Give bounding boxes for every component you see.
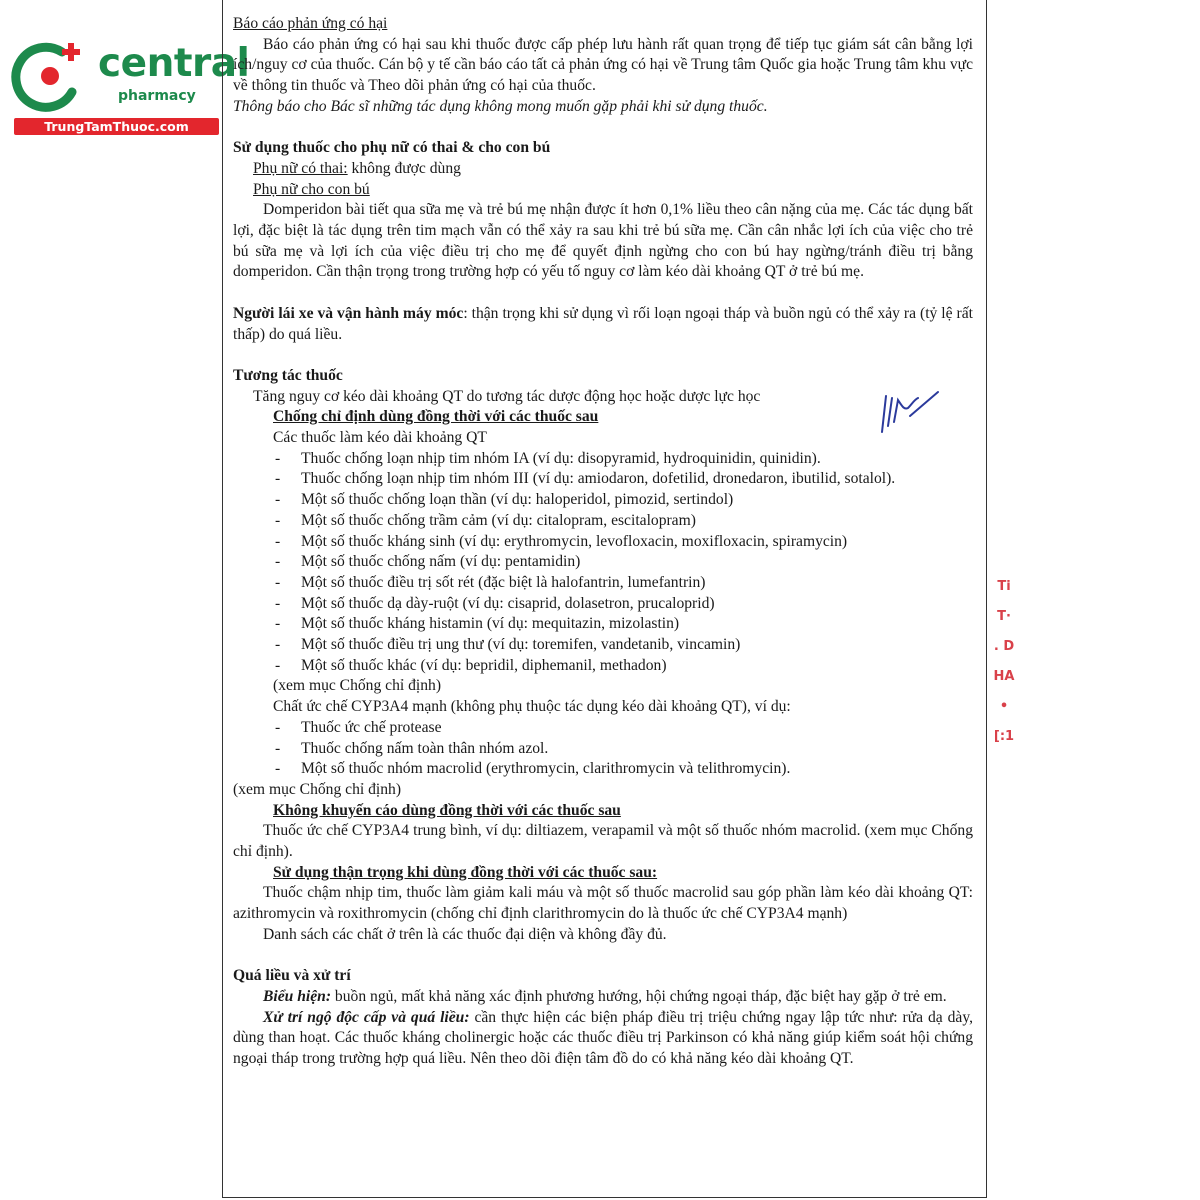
list-item: - Một số thuốc điều trị sốt rét (đặc biệt là halofantrin, lumefantrin): [233, 573, 973, 594]
overdose-signs-label: Biểu hiện:: [263, 987, 332, 1005]
overdose-heading: Quá liều và xử trí: [233, 967, 351, 985]
report-body: Báo cáo phản ứng có hại sau khi thuốc được cấp phép lưu hành rất quan trọng để tiếp tục giám sát cân bằng lợi ích/nguy cơ của thuốc. Cán bộ y tế cần báo cáo tất cả phản ứng có hại về Trung tâm Quốc gia hoặc Trung tâm khu vực về thông tin thuốc và Theo dõi phản ứng có hại của thuốc.: [233, 35, 973, 95]
overdose-treatment-label: Xử trí ngộ độc cấp và quá liều:: [263, 1008, 470, 1026]
lactation-body: Domperidon bài tiết qua sữa mẹ và trẻ bú mẹ nhận được ít hơn 0,1% liều theo cân nặng của mẹ. Các tác dụng bất lợi, đặc biệt là tác dụng trên tim mạch vẫn có thể xảy ra sau khi trẻ bú sữa mẹ. Cần cân nhắc lợi ích của việc cho trẻ bú sữa mẹ và lợi ích của việc điều trị cho mẹ để quyết định ngừng cho con bú hay ngừng/tránh điều trị bằng domperidon. Cần thận trọng trong trường hợp có yếu tố nguy cơ làm kéo dài khoảng QT ở trẻ bú mẹ.: [233, 201, 973, 281]
overdose-treatment-body: cần thực hiện các biện pháp điều trị triệu chứng ngay lập tức như: rửa dạ dày, dùng than hoạt. Các thuốc kháng cholinergic hoặc các thuốc điều trị Parkinson có khả năng giúp kiểm soát hội chứng ngoại tháp trong trường hợp quá liều. Nên theo dõi điện tâm đồ do có khả năng kéo dài khoảng QT.: [233, 1008, 973, 1068]
stamp-text: •: [999, 699, 1009, 714]
not-recommended-body: Thuốc ức chế CYP3A4 trung bình, ví dụ: diltiazem, verapamil và một số thuốc nhóm macrolid. (xem mục Chống chỉ định).: [233, 822, 973, 861]
pregnancy-heading: Sử dụng thuốc cho phụ nữ có thai & cho con bú: [233, 139, 551, 157]
cyp-intro: Chất ức chế CYP3A4 mạnh (không phụ thuộc tác dụng kéo dài khoảng QT), ví dụ:: [273, 698, 791, 716]
list-note: Danh sách các chất ở trên là các thuốc đại diện và không đầy đủ.: [263, 925, 667, 943]
caution-heading: Sử dụng thận trọng khi dùng đồng thời với các thuốc sau:: [273, 863, 658, 881]
stamp-text: HA: [993, 669, 1015, 684]
stamp-text: Ті: [997, 579, 1011, 594]
brand-sub: pharmacy: [118, 88, 196, 104]
overdose-treatment: [233, 1008, 973, 1070]
pregnancy-line: [253, 159, 973, 180]
overdose-signs: [233, 987, 973, 1008]
qt-drug-list: [233, 449, 973, 677]
list-item: - Một số thuốc chống loạn thần (ví dụ: haloperidol, pimozid, sertindol): [233, 490, 973, 511]
document-content: [233, 14, 973, 1070]
see-contraindication: (xem mục Chống chỉ định): [273, 677, 442, 695]
signature-icon: [876, 386, 942, 438]
list-item: - Một số thuốc kháng histamin (ví dụ: mequitazin, mizolastin): [233, 614, 973, 635]
central-pharmacy-logo-icon: [10, 38, 94, 114]
not-recommended-heading: Không khuyến cáo dùng đồng thời với các thuốc sau: [273, 801, 621, 819]
list-item: - Một số thuốc chống trầm cảm (ví dụ: citalopram, escitalopram): [233, 511, 973, 532]
interaction-heading: Tương tác thuốc: [233, 366, 343, 384]
list-item: - Thuốc chống loạn nhịp tim nhóm IA (ví dụ: disopyramid, hydroquinidin, quinidin).: [233, 449, 973, 470]
list-item: - Thuốc chống loạn nhịp tim nhóm III (ví dụ: amiodaron, dofetilid, dronedaron, ibutilid, sotalol).: [233, 469, 973, 490]
report-note: Thông báo cho Bác sĩ những tác dụng không mong muốn gặp phải khi sử dụng thuốc.: [233, 97, 768, 115]
list-item: - Một số thuốc nhóm macrolid (erythromycin, clarithromycin và telithromycin).: [233, 759, 973, 780]
brand-name: central: [98, 41, 250, 86]
interaction-intro: Tăng nguy cơ kéo dài khoảng QT do tương tác dược động học hoặc dược lực học: [253, 387, 761, 405]
pregnancy-value: không được dùng: [347, 159, 461, 177]
pregnancy-label: Phụ nữ có thai:: [253, 159, 348, 177]
list-item: - Thuốc chống nấm toàn thân nhóm azol.: [233, 739, 973, 760]
list-item: - Một số thuốc dạ dày-ruột (ví dụ: cisaprid, dolasetron, prucaloprid): [233, 594, 973, 615]
brand-logo: [10, 38, 250, 138]
report-heading: Báo cáo phản ứng có hại: [233, 15, 388, 32]
list-item: - Một số thuốc điều trị ung thư (ví dụ: toremifen, vandetanib, vincamin): [233, 635, 973, 656]
list-item: - Một số thuốc khác (ví dụ: bepridil, diphemanil, methadon): [233, 656, 973, 677]
driver-body: : thận trọng khi sử dụng vì rối loạn ngoại tháp và buồn ngủ có thể xảy ra (tỷ lệ rất thấp) do quá liều.: [233, 304, 973, 343]
stamp-text: [:1: [993, 729, 1015, 744]
driver-label: Người lái xe và vận hành máy móc: [233, 304, 464, 322]
overdose-signs-body: buồn ngủ, mất khả năng xác định phương hướng, hội chứng ngoại tháp, đặc biệt hay gặp ở trẻ em.: [331, 987, 947, 1005]
stamp-text: . D: [993, 639, 1015, 654]
list-item: - Một số thuốc chống nấm (ví dụ: pentamidin): [233, 552, 973, 573]
list-item: - Một số thuốc kháng sinh (ví dụ: erythromycin, levofloxacin, moxifloxacin, spiramycin): [233, 532, 973, 553]
document-page: [222, 0, 987, 1198]
brand-url: TrungTamThuoc.com: [14, 118, 219, 135]
stamp-text: Т·: [997, 609, 1011, 624]
driver-paragraph: [233, 304, 973, 345]
cyp-drug-list: [233, 718, 973, 780]
contraindicated-heading: Chống chỉ định dùng đồng thời với các thuốc sau: [273, 408, 599, 426]
stamp-fragment: [990, 572, 1018, 744]
qt-intro: Các thuốc làm kéo dài khoảng QT: [273, 429, 487, 447]
list-item: - Thuốc ức chế protease: [233, 718, 973, 739]
caution-body: Thuốc chậm nhịp tim, thuốc làm giảm kali máu và một số thuốc macrolid sau góp phần làm kéo dài khoảng QT: azithromycin và roxithromycin (chống chỉ định clarithromycin do là thuốc ức chế CYP3A4 mạnh): [233, 884, 973, 923]
lactation-label: Phụ nữ cho con bú: [253, 180, 370, 198]
see-contraindication-2: (xem mục Chống chỉ định): [233, 780, 402, 798]
